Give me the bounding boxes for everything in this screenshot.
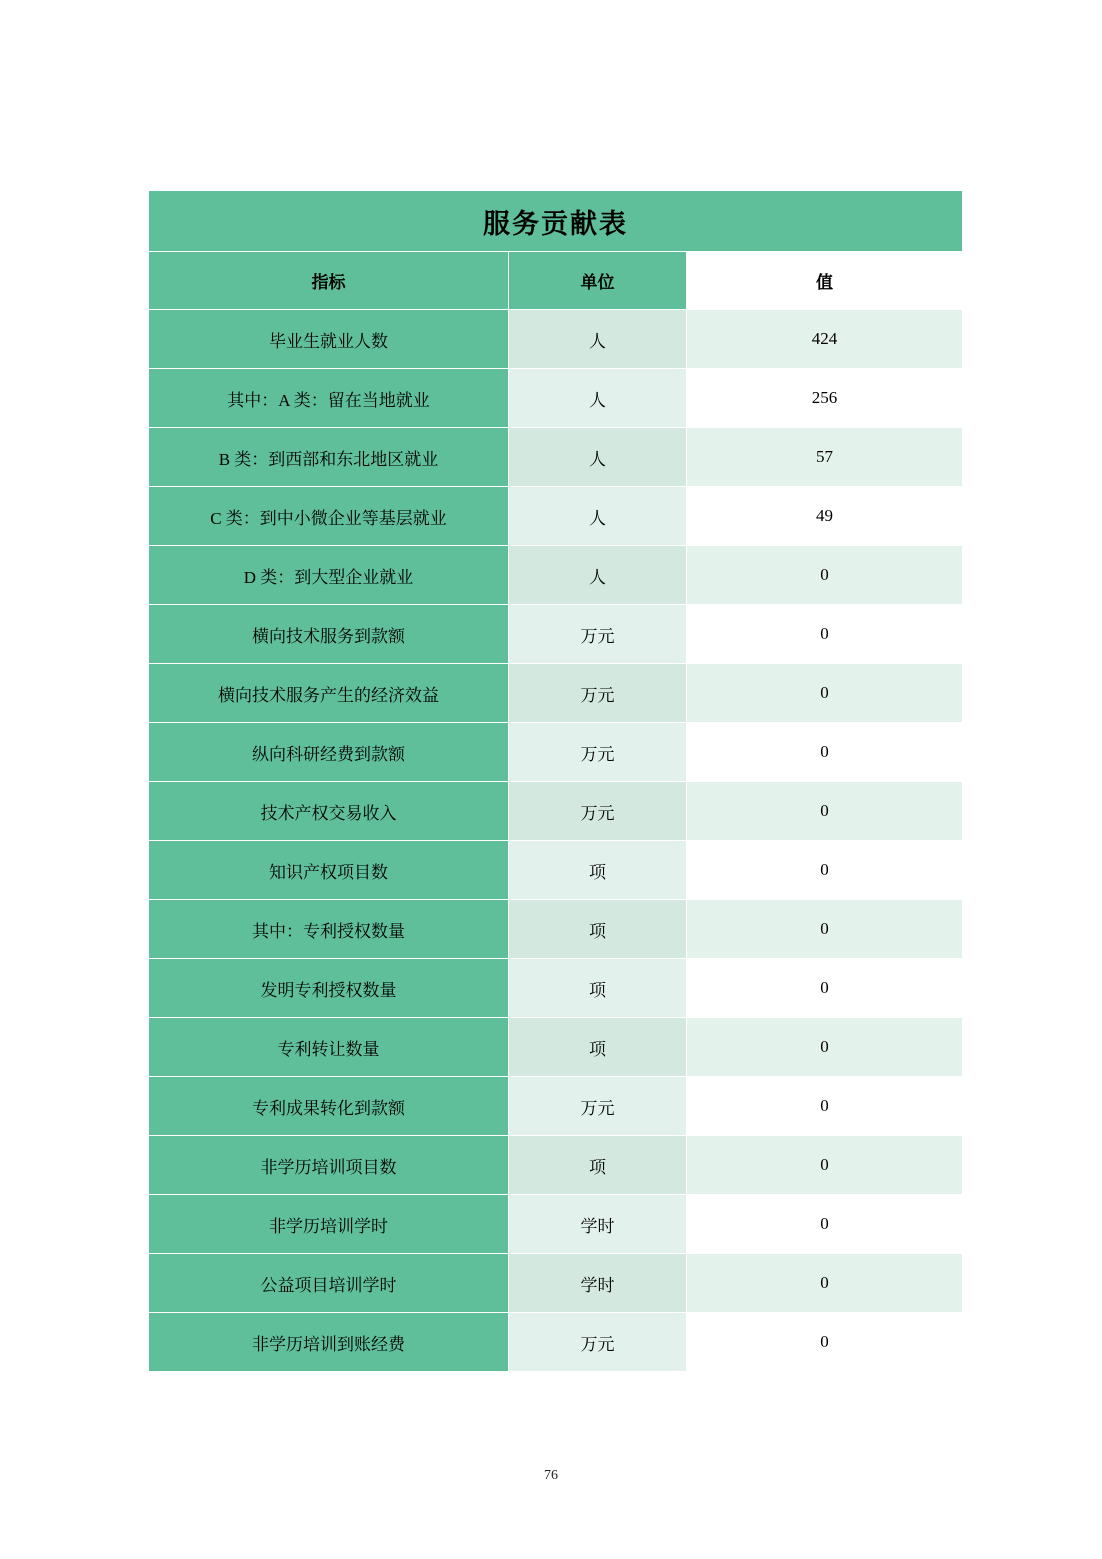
row-value: 0 [687, 664, 963, 723]
row-unit: 人 [509, 369, 687, 428]
row-value: 0 [687, 841, 963, 900]
row-unit: 万元 [509, 723, 687, 782]
table-row [149, 664, 963, 723]
row-unit: 项 [509, 841, 687, 900]
table-row [149, 605, 963, 664]
table-row [149, 959, 963, 1018]
table-row [149, 1018, 963, 1077]
column-header-value: 值 [687, 252, 963, 310]
table-row [149, 1195, 963, 1254]
table-title: 服务贡献表 [149, 191, 963, 252]
page-number: 76 [544, 1468, 558, 1483]
row-value: 256 [687, 369, 963, 428]
row-value: 0 [687, 1254, 963, 1313]
row-unit: 万元 [509, 605, 687, 664]
row-indicator: 知识产权项目数 [149, 841, 509, 900]
table-row [149, 546, 963, 605]
table-row [149, 723, 963, 782]
table-row [149, 428, 963, 487]
row-unit: 项 [509, 1018, 687, 1077]
row-unit: 人 [509, 546, 687, 605]
row-unit: 人 [509, 428, 687, 487]
table-row [149, 310, 963, 369]
row-value: 49 [687, 487, 963, 546]
row-value: 0 [687, 723, 963, 782]
row-unit: 学时 [509, 1254, 687, 1313]
table-row [149, 1077, 963, 1136]
table-title-row [149, 191, 963, 252]
row-indicator: D 类：到大型企业就业 [149, 546, 509, 605]
row-indicator: 公益项目培训学时 [149, 1254, 509, 1313]
row-unit: 万元 [509, 1077, 687, 1136]
row-indicator: 发明专利授权数量 [149, 959, 509, 1018]
table-row [149, 841, 963, 900]
table-row [149, 782, 963, 841]
row-indicator: 毕业生就业人数 [149, 310, 509, 369]
table-row [149, 1313, 963, 1372]
row-indicator: 非学历培训项目数 [149, 1136, 509, 1195]
row-indicator: 纵向科研经费到款额 [149, 723, 509, 782]
row-indicator: C 类：到中小微企业等基层就业 [149, 487, 509, 546]
row-unit: 学时 [509, 1195, 687, 1254]
table-row [149, 900, 963, 959]
row-indicator: 技术产权交易收入 [149, 782, 509, 841]
row-value: 0 [687, 1018, 963, 1077]
row-value: 0 [687, 605, 963, 664]
row-unit: 万元 [509, 664, 687, 723]
row-value: 0 [687, 1195, 963, 1254]
service-contribution-table [148, 190, 963, 1372]
row-value: 0 [687, 1313, 963, 1372]
column-header-indicator: 指标 [149, 252, 509, 310]
table-row [149, 369, 963, 428]
table-header-row [149, 252, 963, 310]
row-indicator: 其中：专利授权数量 [149, 900, 509, 959]
row-unit: 人 [509, 487, 687, 546]
service-contribution-table-container [148, 190, 962, 1372]
row-value: 57 [687, 428, 963, 487]
row-indicator: 横向技术服务产生的经济效益 [149, 664, 509, 723]
row-value: 0 [687, 1077, 963, 1136]
row-indicator: 专利转让数量 [149, 1018, 509, 1077]
row-value: 0 [687, 959, 963, 1018]
row-value: 0 [687, 546, 963, 605]
row-unit: 万元 [509, 782, 687, 841]
table-row [149, 1254, 963, 1313]
table-row [149, 487, 963, 546]
row-unit: 万元 [509, 1313, 687, 1372]
column-header-unit: 单位 [509, 252, 687, 310]
row-indicator: 其中：A 类：留在当地就业 [149, 369, 509, 428]
row-value: 0 [687, 782, 963, 841]
row-indicator: 专利成果转化到款额 [149, 1077, 509, 1136]
row-unit: 项 [509, 959, 687, 1018]
row-unit: 项 [509, 900, 687, 959]
row-indicator: 非学历培训到账经费 [149, 1313, 509, 1372]
row-value: 424 [687, 310, 963, 369]
row-indicator: 非学历培训学时 [149, 1195, 509, 1254]
row-value: 0 [687, 900, 963, 959]
row-indicator: 横向技术服务到款额 [149, 605, 509, 664]
row-unit: 人 [509, 310, 687, 369]
table-row [149, 1136, 963, 1195]
row-value: 0 [687, 1136, 963, 1195]
row-unit: 项 [509, 1136, 687, 1195]
row-indicator: B 类：到西部和东北地区就业 [149, 428, 509, 487]
